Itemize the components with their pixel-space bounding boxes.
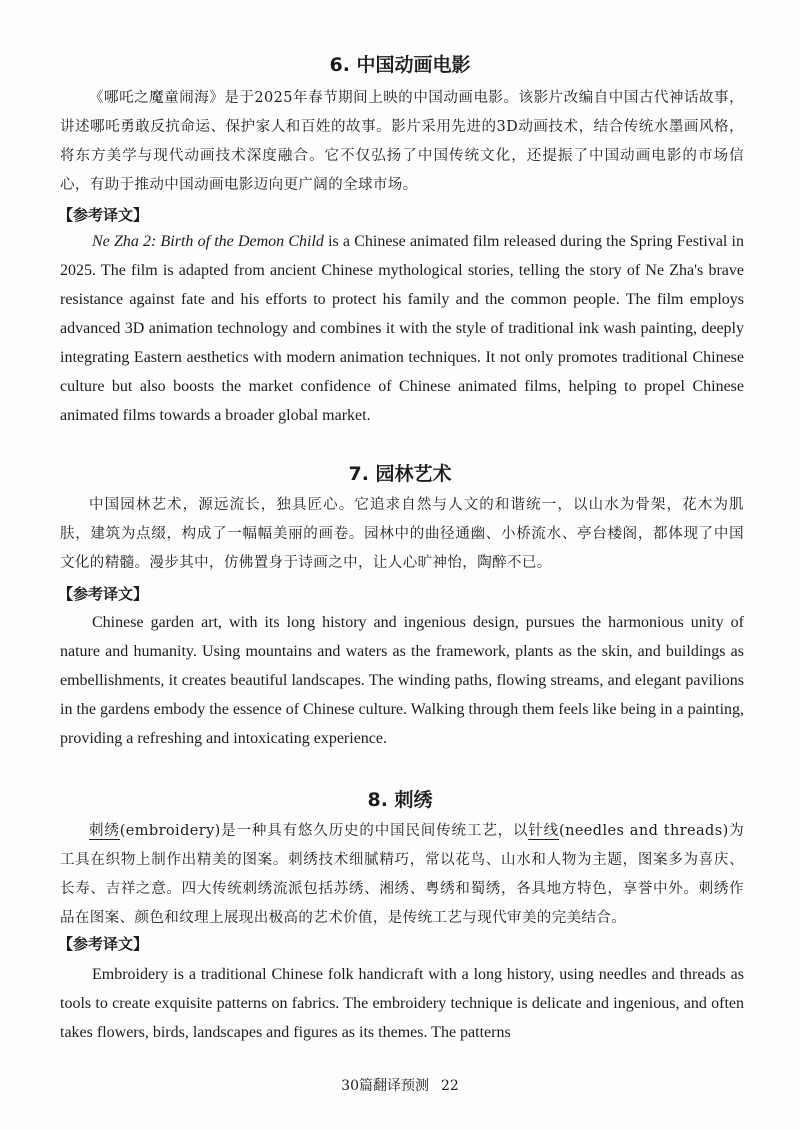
section-6-english-text (60, 227, 744, 430)
section-7-reference-heading: 【参考译文】 (58, 585, 149, 603)
section-8-title: 8. 刺绣 (367, 789, 433, 811)
page-footer (0, 1076, 800, 1096)
section-7-title: 7. 园林艺术 (348, 463, 452, 485)
section-6-chinese-text: 《哪吒之魔童闹海》是于2025年春节期间上映的中国动画电影。该影片改编自中国古代神话故事，讲述哪吒勇敢反抗命运、保护家人和百姓的故事。影片采用先进的3D动画技术，结合传统水墨画风格，将东方美学与现代动画技术深度融合。它不仅弘扬了中国传统文化，还提振了中国动画电影的市场信心，有助于推动中国动画电影迈向更广阔的全球市场。 (60, 90, 744, 193)
section-6-english-body: is a Chinese animated film released during the Spring Festival in 2025. The film is adapted from ancient Chinese mythological stories, telling the story of Ne Zha's brave resistance against fate and his efforts to protect his family and the common people. The film employs advanced 3D animation technology and combines it with the style of traditional ink wash painting, deeply integrating Eastern aesthetics with modern animation techniques. It not only promotes traditional Chinese culture but also boosts the market confidence of Chinese animated films, helping to propel Chinese animated films towards a broader global market. (60, 233, 744, 424)
section-8-chinese-part2: (needles and threads)为工具在织物上制作出精美的图案。刺绣技术细腻精巧，常以花鸟、山水和人物为主题，图案多为喜庆、长寿、吉祥之意。四大传统刺绣流派包括苏绣、湘绣、粤绣和蜀绣，各具地方特色，享誉中外。刺绣作品在图案、颜色和纹理上展现出极高的艺术价值，是传统工艺与现代审美的完美结合。 (60, 823, 744, 926)
footer-book-title: 30篇翻译预测 (341, 1078, 429, 1094)
film-title-italic: Ne Zha 2: Birth of the Demon Child (92, 233, 324, 250)
page-number: 22 (441, 1078, 459, 1094)
section-7-chinese-text: 中国园林艺术，源远流长，独具匠心。它追求自然与人文的和谐统一，以山水为骨架，花木为肌肤，建筑为点缀，构成了一幅幅美丽的画卷。园林中的曲径通幽、小桥流水、亭台楼阁，都体现了中国文化的精髓。漫步其中，仿佛置身于诗画之中，让人心旷神怡，陶醉不已。 (60, 497, 744, 571)
section-8-chinese-text (60, 817, 744, 933)
term-needles-underlined: 针线 (528, 823, 560, 839)
section-8-english-text: Embroidery is a traditional Chinese folk handicraft with a long history, using needles and threads as tools to create exquisite patterns on fabrics. The embroidery technique is delicate and ingenious, and often takes flowers, birds, landscapes and figures as its themes. The patterns (60, 966, 744, 1041)
section-8-reference-heading: 【参考译文】 (58, 935, 149, 953)
section-6-title: 6. 中国动画电影 (329, 54, 471, 76)
term-embroidery-underlined: 刺绣 (89, 823, 120, 839)
section-6-reference-heading: 【参考译文】 (58, 206, 149, 224)
section-7-english-text: Chinese garden art, with its long history and ingenious design, pursues the harmonious unity of nature and humanity. Using mountains and waters as the framework, plants as the skin, and buildings as embellishments, it creates beautiful landscapes. The winding paths, flowing streams, and elegant pavilions in the gardens embody the essence of Chinese culture. Walking through them feels like being in a painting, providing a refreshing and intoxicating experience. (60, 614, 745, 747)
section-8-chinese-part1: (embroidery)是一种具有悠久历史的中国民间传统工艺，以 (119, 823, 529, 839)
